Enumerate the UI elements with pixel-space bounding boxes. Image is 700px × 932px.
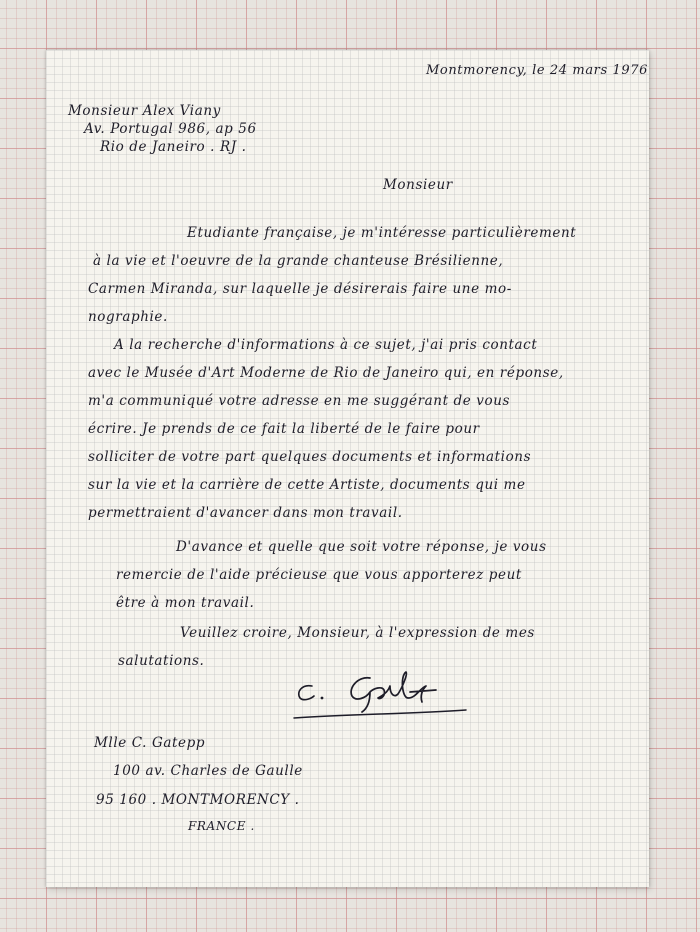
signature-dot (321, 697, 324, 700)
body-line: écrire. Je prends de ce fait la liberté de le faire pour (88, 421, 480, 437)
body-line: être à mon travail. (116, 595, 255, 611)
signature-stroke (299, 686, 314, 700)
body-line: m'a communiqué votre adresse en me suggérant de vous (88, 393, 511, 409)
signature-stroke (351, 672, 436, 712)
body-line: nographie. (88, 309, 168, 325)
body-line: Carmen Miranda, sur laquelle je désirerais faire une mo- (88, 281, 512, 297)
sender-line: 95 160 . MONTMORENCY . (96, 792, 300, 808)
salutation: Monsieur (383, 177, 453, 193)
sender-line: 100 av. Charles de Gaulle (113, 763, 303, 779)
recipient-line: Av. Portugal 986, ap 56 (84, 121, 257, 137)
body-line: remercie de l'aide précieuse que vous apporterez peut (116, 567, 522, 583)
body-line: permettraient d'avancer dans mon travail. (88, 505, 403, 521)
sender-line: FRANCE . (188, 819, 255, 833)
body-line: A la recherche d'informations à ce sujet, j'ai pris contact (114, 337, 538, 353)
body-line: Veuillez croire, Monsieur, à l'expression de mes (180, 625, 535, 641)
signature-underline (294, 710, 466, 718)
body-line: avec le Musée d'Art Moderne de Rio de Janeiro qui, en réponse, (88, 365, 564, 381)
recipient-line: Monsieur Alex Viany (68, 103, 221, 119)
place-date: Montmorency, le 24 mars 1976 (426, 63, 648, 78)
body-line: Etudiante française, je m'intéresse particulièrement (187, 225, 577, 241)
body-line: à la vie et l'oeuvre de la grande chanteuse Brésilienne, (93, 253, 504, 269)
body-line: D'avance et quelle que soit votre réponse, je vous (176, 539, 547, 555)
body-line: sur la vie et la carrière de cette Artiste, documents qui me (88, 477, 526, 493)
recipient-line: Rio de Janeiro . RJ . (100, 139, 247, 155)
body-line: salutations. (118, 653, 205, 669)
letter-sheet (46, 50, 649, 887)
body-line: solliciter de votre part quelques documents et informations (88, 449, 532, 465)
signature (290, 668, 470, 724)
sender-line: Mlle C. Gatepp (94, 735, 206, 751)
